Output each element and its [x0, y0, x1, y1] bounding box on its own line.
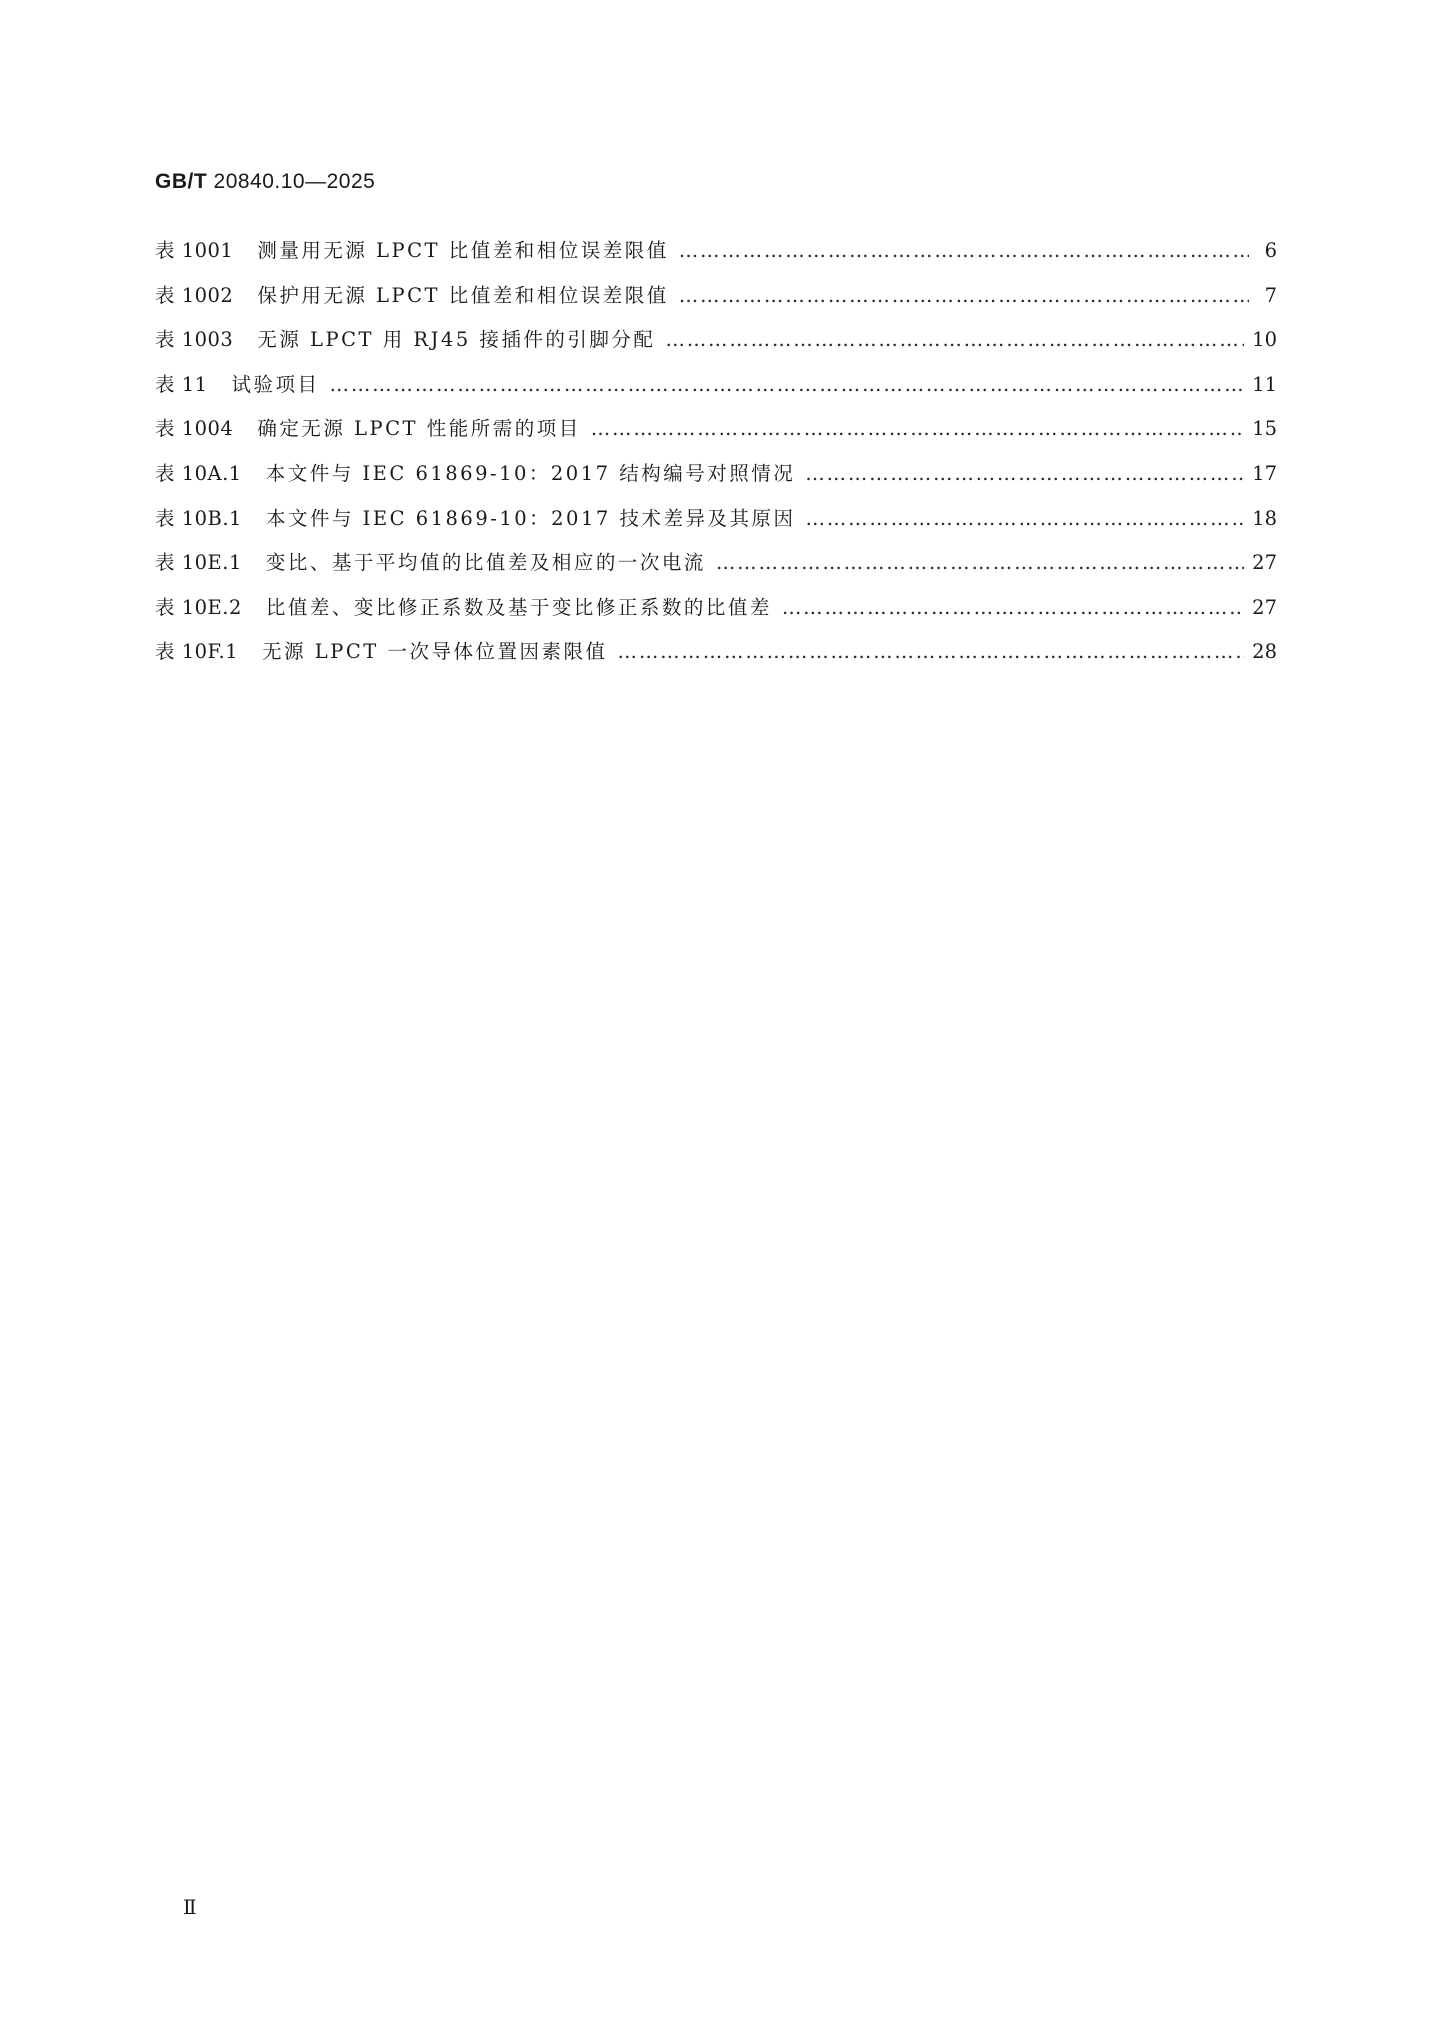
- toc-entry-number: 表 1002: [155, 283, 234, 307]
- page-number: Ⅱ: [183, 1895, 197, 1919]
- toc-entry[interactable]: [155, 592, 1277, 637]
- toc-entry[interactable]: [155, 280, 1277, 325]
- toc-entry-number: 表 10E.2: [155, 595, 242, 619]
- toc-entry-title: 试验项目: [231, 372, 320, 396]
- dot-leader: [618, 640, 1245, 663]
- dot-leader: [805, 462, 1244, 485]
- toc-entry-page: 6: [1264, 239, 1277, 262]
- toc-entry-page: 27: [1252, 551, 1277, 575]
- toc-entry[interactable]: [155, 324, 1277, 369]
- toc-entry-page: 17: [1252, 461, 1277, 485]
- table-list: [155, 235, 1277, 681]
- toc-entry[interactable]: [155, 503, 1277, 548]
- toc-entry[interactable]: [155, 547, 1277, 592]
- dot-leader: [591, 417, 1244, 440]
- toc-entry-page: 10: [1252, 328, 1277, 352]
- dot-leader: [665, 328, 1244, 351]
- toc-entry-title: 本文件与 IEC 61869-10：2017 结构编号对照情况: [265, 461, 796, 485]
- toc-entry-number: 表 11: [155, 372, 208, 396]
- toc-entry-page: 27: [1252, 595, 1277, 619]
- toc-entry-title: 本文件与 IEC 61869-10：2017 技术差异及其原因: [265, 506, 796, 530]
- toc-entry-title: 变比、基于平均值的比值差及相应的一次电流: [265, 551, 706, 575]
- toc-entry-number: 表 1004: [155, 417, 234, 441]
- toc-entry-page: 28: [1252, 640, 1277, 664]
- toc-entry-page: 7: [1264, 283, 1277, 307]
- toc-entry-number: 表 1001: [155, 239, 234, 262]
- dot-leader: [679, 284, 1249, 307]
- toc-entry-number: 表 10B.1: [155, 506, 242, 530]
- document-header: [155, 170, 375, 194]
- toc-entry-number: 表 10F.1: [155, 640, 239, 664]
- toc-entry-page: 18: [1252, 506, 1277, 530]
- toc-entry-page: 15: [1252, 417, 1277, 441]
- toc-entry-page: 11: [1252, 372, 1277, 396]
- dot-leader: [679, 239, 1249, 262]
- toc-entry-title: 无源 LPCT 用 RJ45 接插件的引脚分配: [257, 328, 656, 352]
- dot-leader: [805, 507, 1244, 530]
- toc-entry-number: 表 1003: [155, 328, 234, 352]
- toc-entry[interactable]: [155, 636, 1277, 681]
- dot-leader: [716, 551, 1244, 574]
- toc-entry-title: 确定无源 LPCT 性能所需的项目: [257, 417, 581, 441]
- toc-entry[interactable]: [155, 235, 1277, 280]
- standard-number: 20840.10—2025: [213, 170, 376, 193]
- standard-code: GB/T: [155, 170, 208, 193]
- dot-leader: [782, 596, 1244, 619]
- toc-entry[interactable]: [155, 369, 1277, 414]
- toc-entry-number: 表 10A.1: [155, 461, 242, 485]
- toc-entry[interactable]: [155, 413, 1277, 458]
- toc-entry-title: 比值差、变比修正系数及基于变比修正系数的比值差: [265, 595, 772, 619]
- toc-entry[interactable]: [155, 458, 1277, 503]
- dot-leader: [330, 373, 1245, 396]
- toc-entry-number: 表 10E.1: [155, 551, 242, 575]
- toc-entry-title: 无源 LPCT 一次导体位置因素限值: [262, 640, 608, 664]
- toc-entry-title: 保护用无源 LPCT 比值差和相位误差限值: [257, 283, 669, 307]
- toc-entry-title: 测量用无源 LPCT 比值差和相位误差限值: [257, 239, 669, 262]
